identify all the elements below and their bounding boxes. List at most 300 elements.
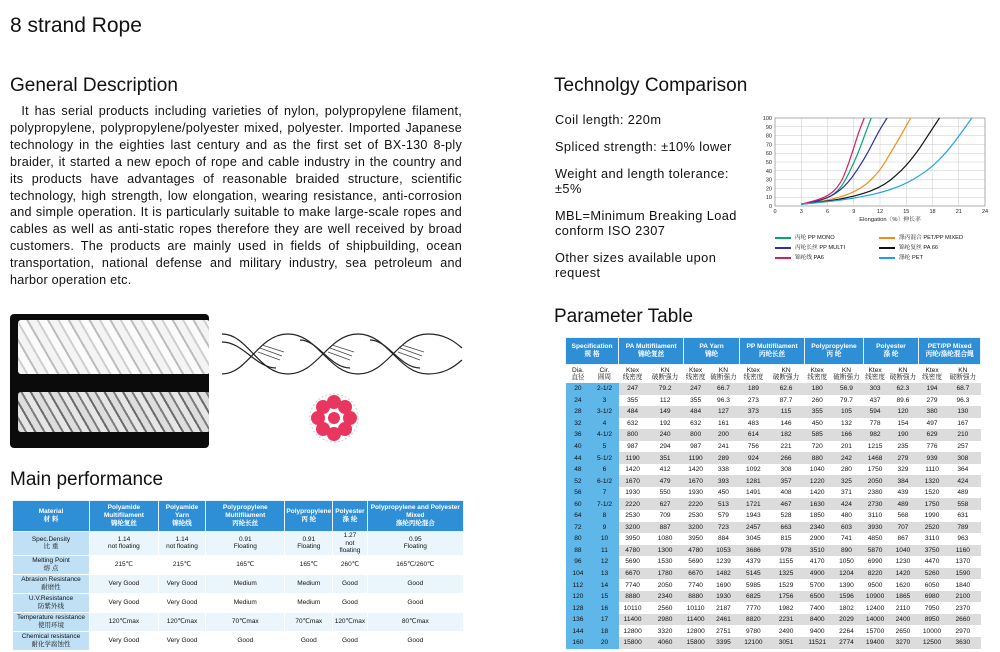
pt-cell: 1190 [619, 452, 647, 464]
legend-item [879, 232, 963, 241]
chart-x-axis-label: Elongation〔%〕伸长率 [859, 217, 921, 223]
pt-cell: 8880 [619, 591, 647, 603]
pt-cell: 1930 [619, 487, 647, 499]
pt-cell: 13 [590, 568, 618, 580]
pt-cell: 28 [566, 406, 591, 418]
pt-cell: 3110 [919, 533, 945, 545]
pt-cell: 8820 [739, 614, 767, 626]
mp-row [13, 532, 464, 556]
pt-cell: 3950 [619, 533, 647, 545]
pt-cell: 4780 [684, 545, 708, 557]
mp-row-header [13, 555, 90, 574]
pt-cell: 603 [830, 522, 863, 534]
pt-cell: 9 [590, 522, 618, 534]
mp-cell: 80℃max [367, 612, 463, 631]
pt-cell: 8400 [805, 614, 830, 626]
pt-subheader [647, 365, 684, 384]
pt-cell: 247 [684, 383, 708, 395]
pt-cell: 89.6 [887, 395, 919, 407]
pt-cell: 815 [767, 533, 804, 545]
pt-cell: 778 [863, 418, 887, 430]
pt-cell: 80 [566, 533, 591, 545]
pt-row [566, 464, 981, 476]
pt-cell: 963 [945, 533, 980, 545]
legend-item [879, 242, 938, 251]
pt-cell: 384 [887, 475, 919, 487]
pt-cell: 12 [590, 556, 618, 568]
pt-cell: 939 [919, 452, 945, 464]
pt-row [566, 568, 981, 580]
pt-cell: 12400 [863, 602, 887, 614]
pt-cell: 2660 [945, 614, 980, 626]
pt-cell: 5 [590, 441, 618, 453]
pt-cell: 3630 [945, 637, 980, 649]
pt-sub-cn: 直径 [571, 374, 585, 381]
pt-cell: 2-1/2 [590, 383, 618, 395]
pt-cell: 2264 [830, 625, 863, 637]
pt-sub-cn: 线密度 [685, 374, 706, 381]
chart-x-tick-label: 12 [876, 209, 884, 215]
pt-cell: 11521 [805, 637, 830, 649]
pt-cell: 1468 [863, 452, 887, 464]
pt-cell: 1943 [739, 510, 767, 522]
chart-x-tick-label: 15 [903, 209, 910, 215]
pt-group-en: Specification [571, 343, 613, 350]
mp-row-cn: 防紫外线 [38, 602, 64, 610]
pt-cell: 6050 [919, 579, 945, 591]
pt-row [566, 498, 981, 510]
cross-section-diagram [308, 392, 360, 444]
mp-col-en: Polyamide Multifilament [103, 504, 144, 519]
pt-row [566, 452, 981, 464]
pt-cell: 9400 [805, 625, 830, 637]
pt-cell: 12800 [684, 625, 708, 637]
pt-cell: 6670 [684, 568, 708, 580]
pt-cell: 1239 [708, 556, 740, 568]
mp-cell: 120℃max [333, 612, 367, 631]
pt-cell: 709 [647, 510, 684, 522]
mp-col-en: Polypropylene Multifilament [222, 504, 268, 519]
mp-col-header [367, 501, 463, 532]
pt-cell: 1630 [805, 498, 830, 510]
pt-cell: 6990 [863, 556, 887, 568]
general-description-text: It has serial products including varieties of nylon, polypropylene filament, polypropylene, polypropylene/polyester mixed, polyester. Imported Japanese technology in the eighties last century and as the first set of BX-130 8-ply braider, it started a new epoch of rope and cable industry in the country and its products have advantages of reasonable braided structure, scientific technology, high strength, low elongation, wearing resistance, anti-corrosion and simple operation. It is particularly suitable to make large-scale ropes and cables as well as anti-static ropes therefore they are well received by broad customers. The products are mainly used in fields of shipbuilding, ocean transportation, national defense and military industry, sea petroleum and harbor operation etc. [10, 104, 466, 288]
pt-cell: 8880 [684, 591, 708, 603]
pt-cell: 4850 [863, 533, 887, 545]
general-description-heading: General Description [10, 75, 178, 96]
pt-cell: 1220 [805, 475, 830, 487]
pt-cell: 3-1/2 [590, 406, 618, 418]
pt-subheader [919, 365, 945, 384]
pt-cell: 6825 [739, 591, 767, 603]
pt-cell: 8 [590, 510, 618, 522]
mp-row-cn: 耐磨性 [41, 583, 61, 591]
pt-cell: 351 [647, 452, 684, 464]
pt-row [566, 429, 981, 441]
pt-cell: 88 [566, 545, 591, 557]
pt-cell: 2970 [945, 625, 980, 637]
pt-cell: 371 [830, 487, 863, 499]
chart-series-line [801, 118, 939, 204]
pt-cell: 631 [945, 510, 980, 522]
pt-sub-cn: 破断强力 [889, 374, 917, 381]
pt-cell: 10000 [919, 625, 945, 637]
pt-cell: 1750 [863, 464, 887, 476]
pt-cell: 7950 [919, 602, 945, 614]
mp-cell: 0.95 Floating [367, 532, 463, 556]
chart-x-tick-label: 9 [852, 209, 856, 215]
pt-cell: 112 [647, 395, 684, 407]
pt-row [566, 522, 981, 534]
pt-cell: 3686 [739, 545, 767, 557]
pt-cell: 1040 [805, 464, 830, 476]
mp-row [13, 555, 464, 574]
pt-cell: 585 [805, 429, 830, 441]
mp-col-header [158, 501, 205, 532]
pt-group-en: PA Multifilament [625, 343, 677, 350]
pt-subheader [619, 365, 647, 384]
pt-cell: 1050 [830, 556, 863, 568]
pt-cell: 2774 [830, 637, 863, 649]
legend-swatch [879, 237, 895, 239]
legend-label: 锦纶线 PA6 [795, 255, 824, 261]
pt-cell: 161 [708, 418, 740, 430]
pt-cell: 2340 [805, 522, 830, 534]
pt-row [566, 614, 981, 626]
mp-row-header [13, 574, 90, 593]
pt-cell: 279 [919, 395, 945, 407]
pt-cell: 3750 [919, 545, 945, 557]
pt-cell: 3045 [739, 533, 767, 545]
pt-subheader [863, 365, 887, 384]
pt-cell: 3950 [684, 533, 708, 545]
pt-cell: 1850 [805, 510, 830, 522]
pt-cell: 800 [619, 429, 647, 441]
pt-cell: 579 [708, 510, 740, 522]
pt-cell: 200 [708, 429, 740, 441]
pt-cell: 987 [684, 441, 708, 453]
pt-cell: 1281 [739, 475, 767, 487]
mp-col-cn: 涤纶丙纶混合 [395, 520, 435, 527]
pt-cell: 4170 [805, 556, 830, 568]
mp-cell: 120℃max [90, 612, 159, 631]
mp-row-en: Spec.Density [31, 535, 71, 543]
pt-cell: 1520 [919, 487, 945, 499]
pt-row [566, 602, 981, 614]
pt-cell: 1802 [830, 602, 863, 614]
mp-cell: Good [206, 631, 285, 650]
legend-swatch [879, 257, 895, 259]
pt-cell: 96.3 [708, 395, 740, 407]
pt-cell: 1204 [830, 568, 863, 580]
pt-group-cn: 涤 纶 [883, 351, 899, 358]
pt-table-body [566, 383, 981, 649]
spec-mbl: MBL=Minimum Breaking Load conform ISO 2307 [555, 208, 737, 238]
mp-row-header [13, 631, 90, 650]
pt-cell: 1080 [647, 533, 684, 545]
pt-cell: 160 [566, 637, 591, 649]
mp-col-header [13, 501, 90, 532]
legend-swatch [879, 247, 895, 249]
pt-cell: 6 [590, 464, 618, 476]
pt-cell: 707 [887, 522, 919, 534]
pt-cell: 1230 [887, 556, 919, 568]
chart-x-tick-label: 24 [981, 209, 989, 215]
legend-swatch [775, 247, 791, 249]
pt-cell: 12500 [919, 637, 945, 649]
pt-cell: 1530 [647, 556, 684, 568]
pt-cell: 373 [739, 406, 767, 418]
pt-cell: 1982 [767, 602, 804, 614]
chart-y-tick-label: 0 [768, 204, 772, 210]
pt-cell: 235 [887, 441, 919, 453]
mp-row [13, 612, 464, 631]
pt-cell: 15 [590, 591, 618, 603]
pt-cell: 15800 [684, 637, 708, 649]
mp-cell: 0.91 Floating [285, 532, 333, 556]
pt-cell: 1215 [863, 441, 887, 453]
pt-cell: 594 [863, 406, 887, 418]
pt-cell: 16 [590, 602, 618, 614]
pt-cell: 1110 [919, 464, 945, 476]
pt-row [566, 533, 981, 545]
pt-cell: 2220 [684, 498, 708, 510]
pt-cell: 7-1/2 [590, 498, 618, 510]
chart-y-tick-label: 20 [765, 186, 772, 193]
pt-cell: 96.3 [945, 395, 980, 407]
pt-cell: 2490 [767, 625, 804, 637]
pt-cell: 242 [830, 452, 863, 464]
pt-sub-cn: 破断强力 [651, 374, 679, 381]
pt-cell: 978 [767, 545, 804, 557]
pt-sub-cn: 破断强力 [710, 374, 737, 381]
mp-row [13, 631, 464, 650]
pt-sub-en: KN [660, 366, 670, 374]
pt-cell: 40 [566, 441, 591, 453]
chart-y-tick-label: 70 [765, 142, 772, 149]
pt-cell: 484 [619, 406, 647, 418]
pt-cell: 880 [805, 452, 830, 464]
pt-cell: 273 [739, 395, 767, 407]
mp-row-header [13, 593, 90, 612]
pt-subheader [566, 365, 591, 384]
pt-cell: 2730 [863, 498, 887, 510]
pt-row [566, 591, 981, 603]
pt-cell: 480 [830, 510, 863, 522]
pt-cell: 180 [805, 383, 830, 395]
pt-subheader [767, 365, 804, 384]
mp-col-en: Material [38, 508, 64, 515]
mp-cell: Very Good [158, 631, 205, 650]
pt-cell: 4780 [619, 545, 647, 557]
mp-cell: 215℃ [90, 555, 159, 574]
pt-group-header [566, 338, 619, 365]
mp-cell: 1.14 not floating [158, 532, 205, 556]
pt-cell: 7740 [619, 579, 647, 591]
pt-cell: 1320 [919, 475, 945, 487]
pt-group-cn: 规 格 [584, 351, 600, 358]
pt-cell: 3200 [684, 522, 708, 534]
chart-x-tick-label: 6 [825, 209, 830, 215]
pt-cell: 380 [919, 406, 945, 418]
pt-cell: 489 [945, 487, 980, 499]
mp-col-header [333, 501, 367, 532]
pt-cell: 19400 [863, 637, 887, 649]
pt-cell: 115 [767, 406, 804, 418]
mp-row-header [13, 612, 90, 631]
pt-cell: 2220 [619, 498, 647, 510]
pt-cell: 1420 [684, 464, 708, 476]
pt-row [566, 418, 981, 430]
pt-cell: 1529 [767, 579, 804, 591]
pt-cell: 2457 [739, 522, 767, 534]
pt-cell: 11 [590, 545, 618, 557]
pt-subheader [887, 365, 919, 384]
pt-cell: 10110 [619, 602, 647, 614]
pt-cell: 393 [708, 475, 740, 487]
pt-cell: 1865 [887, 591, 919, 603]
pt-cell: 56 [566, 487, 591, 499]
pt-cell: 663 [767, 522, 804, 534]
pt-cell: 2400 [887, 614, 919, 626]
pt-cell: 257 [945, 441, 980, 453]
mp-col-cn: 锦纶复丝 [110, 520, 137, 527]
pt-cell: 280 [830, 464, 863, 476]
pt-cell: 412 [647, 464, 684, 476]
pt-sub-en: KN [898, 366, 908, 374]
pt-cell: 120 [887, 406, 919, 418]
pt-cell: 2650 [887, 625, 919, 637]
legend-item [775, 242, 845, 251]
pt-cell: 9780 [739, 625, 767, 637]
chart-y-tick-label: 10 [765, 195, 772, 202]
pt-cell: 266 [767, 452, 804, 464]
legend-label: 涤丙混合 PET/PP MIXED [899, 235, 964, 241]
pt-subheader-row [566, 365, 981, 384]
pt-cell: 614 [739, 429, 767, 441]
pt-cell: 479 [647, 475, 684, 487]
pt-group-en: PET/PP Mixed [927, 343, 972, 350]
mp-cell: Very Good [158, 593, 205, 612]
pt-cell: 355 [805, 406, 830, 418]
pt-cell: 5700 [805, 579, 830, 591]
pt-sub-cn: 线密度 [622, 374, 643, 381]
pt-cell: 1930 [708, 591, 740, 603]
mp-row-cn: 使用环境 [38, 621, 64, 629]
pt-cell: 887 [647, 522, 684, 534]
pt-cell: 2340 [647, 591, 684, 603]
page-title: 8 strand Rope [10, 14, 142, 37]
pt-cell: 136 [566, 614, 591, 626]
mp-cell: Very Good [90, 574, 159, 593]
pt-cell: 308 [945, 452, 980, 464]
pt-sub-cn: 圆周 [597, 374, 612, 381]
mp-cell: 1.14 not floating [90, 532, 159, 556]
pt-cell: 10 [590, 533, 618, 545]
pt-group-header [805, 338, 863, 365]
chart-series-line [801, 118, 871, 204]
mp-row-en: Temperature resistance [17, 614, 85, 621]
mp-col-en: Polyester [335, 508, 365, 515]
pt-cell: 550 [647, 487, 684, 499]
pt-cell: 513 [708, 498, 740, 510]
main-performance-heading: Main performance [10, 469, 164, 490]
pt-subheader [590, 365, 618, 384]
pt-cell: 2110 [887, 602, 919, 614]
pt-cell: 8950 [919, 614, 945, 626]
pt-cell: 467 [767, 498, 804, 510]
pt-cell: 149 [647, 406, 684, 418]
pt-cell: 221 [767, 441, 804, 453]
pt-cell: 1840 [945, 579, 980, 591]
legend-item [775, 232, 835, 241]
pt-group-header-row [566, 338, 981, 365]
pt-cell: 424 [830, 498, 863, 510]
pt-cell: 6980 [919, 591, 945, 603]
pt-cell: 4379 [739, 556, 767, 568]
pt-cell: 776 [919, 441, 945, 453]
pt-cell: 800 [684, 429, 708, 441]
pt-cell: 104 [566, 568, 591, 580]
pt-cell: 2187 [708, 602, 740, 614]
pt-cell: 3270 [887, 637, 919, 649]
pt-cell: 5690 [619, 556, 647, 568]
pt-cell: 1190 [684, 452, 708, 464]
mp-col-cn: 丙 纶 [301, 516, 317, 523]
pt-cell: 884 [708, 533, 740, 545]
legend-swatch [775, 257, 791, 259]
pt-cell: 2751 [708, 625, 740, 637]
pt-sub-en: Dia. [572, 366, 584, 374]
pt-cell: 20 [590, 637, 618, 649]
mp-cell: 165℃ [285, 555, 333, 574]
pt-cell: 1420 [887, 568, 919, 580]
pt-cell: 1420 [619, 464, 647, 476]
pt-cell: 2370 [945, 602, 980, 614]
pt-cell: 66.7 [708, 383, 740, 395]
pt-group-header [619, 338, 684, 365]
pt-cell: 1092 [739, 464, 767, 476]
pt-group-en: Polypropylene [811, 343, 857, 350]
mp-col-header [285, 501, 333, 532]
pt-cell: 308 [767, 464, 804, 476]
pt-cell: 723 [708, 522, 740, 534]
mp-row [13, 574, 464, 593]
pt-sub-en: KN [841, 366, 852, 374]
mp-row-cn: 熔 点 [43, 564, 59, 572]
pt-cell: 1721 [739, 498, 767, 510]
pt-row [566, 487, 981, 499]
pt-cell: 44 [566, 452, 591, 464]
pt-cell: 741 [830, 533, 863, 545]
pt-group-header [739, 338, 804, 365]
pt-cell: 10900 [863, 591, 887, 603]
legend-item [775, 252, 824, 261]
pt-cell: 1990 [919, 510, 945, 522]
pt-cell: 4470 [919, 556, 945, 568]
pt-cell: 982 [863, 429, 887, 441]
pt-cell: 3051 [767, 637, 804, 649]
pt-cell: 144 [566, 625, 591, 637]
mp-cell: Good [333, 574, 367, 593]
pt-cell: 439 [887, 487, 919, 499]
pt-cell: 1300 [647, 545, 684, 557]
mp-col-header [206, 501, 285, 532]
pt-cell: 20 [566, 383, 591, 395]
pt-group-en: Polyester [876, 343, 906, 350]
pt-cell: 1370 [945, 556, 980, 568]
pt-cell: 2231 [767, 614, 804, 626]
